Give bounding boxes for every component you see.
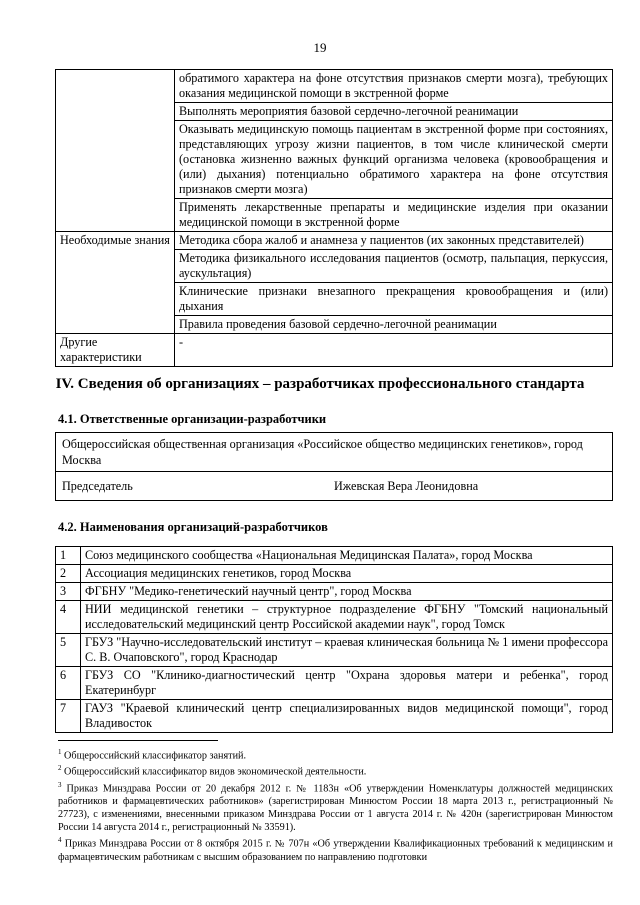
footnote (58, 779, 613, 834)
footnote-separator (58, 740, 218, 741)
row-number: 5 (56, 634, 81, 667)
row-number: 7 (56, 700, 81, 733)
organization-name: Ассоциация медицинских генетиков, город Москва (81, 565, 613, 583)
table-row (56, 634, 613, 667)
row-number: 3 (56, 583, 81, 601)
table-row (56, 583, 613, 601)
position-title: Председатель (56, 472, 329, 501)
organization-name: НИИ медицинской генетики – структурное подразделение ФГБНУ "Томский национальный исследовательский медицинский центр Российской академии наук", город Томск (81, 601, 613, 634)
competency-table (55, 69, 613, 367)
organization-name: Союз медицинского сообщества «Национальная Медицинская Палата», город Москва (81, 547, 613, 565)
table-row (56, 601, 613, 634)
footnote-text: Приказ Минздрава России от 8 октября 2015 г. № 707н «Об утверждении Квалификационных требований к медицинским и фармацевтическим работникам с высшим образованием по направлению подготовки (58, 838, 613, 863)
row-number: 1 (56, 547, 81, 565)
organization-name: ФГБНУ "Медико-генетический научный центр", город Москва (81, 583, 613, 601)
table-cell: Методика сбора жалоб и анамнеза у пациентов (их законных представителей) (175, 232, 613, 250)
table-row (56, 70, 613, 103)
organization-name: ГБУЗ "Научно-исследовательский институт – краевая клиническая больница № 1 имени профессора С. В. Очаповского", город Краснодар (81, 634, 613, 667)
page-number: 19 (313, 40, 327, 55)
footnote-mark: 1 (58, 748, 62, 756)
footnote-text: Общероссийский классификатор занятий. (61, 750, 247, 762)
table-cell: Применять лекарственные препараты и медицинские изделия при оказании медицинской помощи в экстренной форме (175, 199, 613, 232)
row-number: 4 (56, 601, 81, 634)
organization-name: Общероссийская общественная организация «Российское общество медицинских генетиков», город Москва (56, 433, 613, 472)
footnote (58, 746, 613, 762)
section-heading: IV. Сведения об организациях – разработчиках профессионального стандарта (55, 376, 585, 392)
row-number: 6 (56, 667, 81, 700)
table-row (56, 232, 613, 250)
table-row (56, 433, 613, 472)
developer-organizations-table (55, 546, 613, 733)
table-cell: Правила проведения базовой сердечно-легочной реанимации (175, 316, 613, 334)
knowledge-label: Необходимые знания (56, 232, 175, 334)
organization-name: ГБУЗ СО "Клинико-диагностический центр "Охрана здоровья матери и ребенка", город Екатеринбург (81, 667, 613, 700)
footnote-text: Приказ Минздрава России от 20 декабря 2012 г. № 1183н «Об утверждении Номенклатуры должностей медицинских работников и фармацевтических работников» (зарегистрирован Минюстом России 18 марта 2013 г., регистрационный № 27723), с изменениями, внесенными приказом Минздрава России от 1 августа 2014 г. № 420н (зарегистрирован Минюстом России 14 августа 2014 г., регистрационный № 33591). (58, 783, 613, 834)
subsection-heading: 4.2. Наименования организаций-разработчиков (58, 520, 328, 534)
table-row (56, 547, 613, 565)
footnote-mark: 3 (58, 780, 62, 789)
footnote-mark: 2 (58, 764, 62, 773)
person-name: Ижевская Вера Леонидовна (328, 472, 613, 501)
table-row (56, 700, 613, 733)
subsection-heading: 4.1. Ответственные организации-разработчики (58, 412, 327, 426)
footnote (58, 834, 613, 863)
footnote-mark: 4 (58, 836, 62, 845)
empty-label-cell (56, 70, 175, 232)
table-cell: Оказывать медицинскую помощь пациентам в экстренной форме при состояниях, представляющих угрозу жизни пациентов, в том числе клинической смерти (остановка жизненно важных функций организма человека (кровообращения и (или) дыхания) потенциально обратимого характера на фоне отсутствия признаков смерти мозга) (175, 121, 613, 199)
footnote (58, 762, 613, 778)
footnotes (58, 746, 613, 864)
footnote-text: Общероссийский классификатор видов экономической деятельности. (61, 766, 367, 778)
table-cell: - (175, 334, 613, 367)
table-row (56, 472, 613, 501)
table-row (56, 334, 613, 367)
table-cell: Клинические признаки внезапного прекращения кровообращения и (или) дыхания (175, 283, 613, 316)
organization-name: ГАУЗ "Краевой клинический центр специализированных видов медицинской помощи", город Владивосток (81, 700, 613, 733)
other-label: Другие характеристики (56, 334, 175, 367)
table-cell: Выполнять мероприятия базовой сердечно-легочной реанимации (175, 103, 613, 121)
responsible-organization-table (55, 432, 613, 501)
table-row (56, 565, 613, 583)
table-cell: Методика физикального исследования пациентов (осмотр, пальпация, перкуссия, аускультация) (175, 250, 613, 283)
table-row (56, 667, 613, 700)
row-number: 2 (56, 565, 81, 583)
table-cell: обратимого характера на фоне отсутствия признаков смерти мозга), требующих оказания медицинской помощи в экстренной форме (175, 70, 613, 103)
